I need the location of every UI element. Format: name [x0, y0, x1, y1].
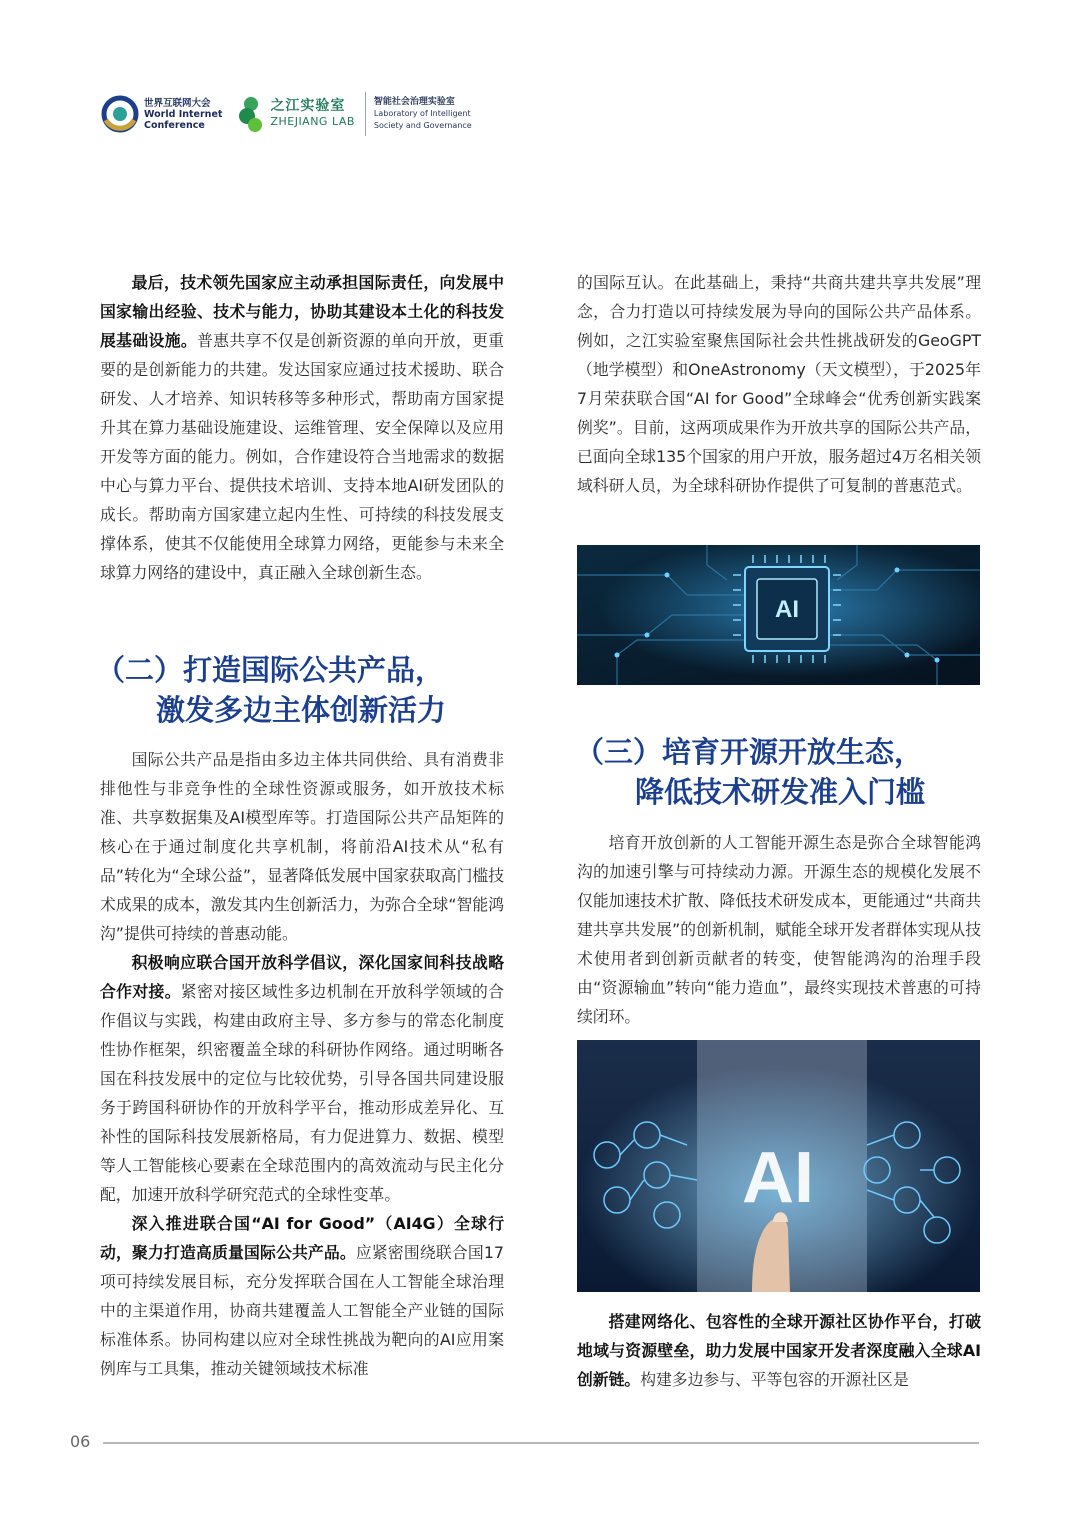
paragraph	[577, 1307, 981, 1394]
bold-lead: 最后，技术领先国家应主动承担国际责任，向发展中国家输出经验、技术与能力，协助其建设本土化的科技发展基础设施。	[100, 273, 504, 350]
paragraph-text: 应紧密围绕联合国17项可持续发展目标，充分发挥联合国在人工智能全球治理中的主渠道作用，协商共建覆盖人工智能全产业链的国际标准体系。协同构建以应对全球性挑战为靶向的AI应用案例库与工具集，推动关键领域技术标准	[100, 1243, 504, 1378]
ai-hand-illustration	[577, 1040, 980, 1292]
paragraph	[100, 1209, 504, 1383]
left-column-bottom	[100, 745, 504, 1383]
paragraph	[100, 948, 504, 1209]
paragraph: 培育开放创新的人工智能开源生态是弥合全球智能鸿沟的加速引擎与可持续动力源。开源生态的规模化发展不仅能加速技术扩散、降低技术研发成本，更能通过“共商共建共享共发展”的创新机制，赋能全球开发者群体实现从技术使用者到创新贡献者的转变，使智能鸿沟的治理手段由“资源输血”转向“能力造血”，最终实现技术普惠的可持续闭环。	[577, 833, 981, 1026]
wic-en1: World Internet	[144, 108, 223, 120]
right-column-bottom	[577, 1307, 981, 1394]
bold-lead: 搭建网络化、包容性的全球开源社区协作平台，打破地域与资源壁垒，助力发展中国家开发者深度融入全球AI创新链。	[577, 1312, 981, 1389]
ai-chip-illustration	[577, 545, 980, 685]
wic-cn: 世界互联网大会	[144, 97, 211, 109]
wic-logo	[100, 94, 222, 134]
wic-logo-icon	[100, 94, 140, 134]
ai-hand-label: AI	[742, 1138, 814, 1218]
bold-lead: 深入推进联合国“AI for Good”（AI4G）全球行动，聚力打造高质量国际公共产品。	[100, 1214, 504, 1262]
heading-line2: 激发多边主体创新活力	[156, 693, 447, 727]
left-column-top	[100, 268, 504, 587]
section-heading-3	[575, 732, 925, 812]
page-number: 06	[70, 1432, 91, 1451]
lab-logo-text	[374, 96, 472, 132]
ai-chip-image	[577, 545, 980, 685]
paragraph-text: 紧密对接区域性多边机制在开放科学领域的合作倡议与实践，构建由政府主导、多方参与的常态化制度性协作框架，织密覆盖全球的科研协作网络。通过明晰各国在科技发展中的定位与比较优势，引导各国共同建设服务于跨国科研协作的开放科学平台，推动形成差异化、互补性的国际科技发展新格局，有力促进算力、数据、模型等人工智能核心要素在全球范围内的高效流动与民主化分配，加速开放科学研究范式的全球性变革。	[100, 982, 504, 1204]
section-heading-2	[96, 650, 446, 730]
paragraph-text: 构建多边参与、平等包容的开源社区是	[640, 1370, 909, 1389]
lab-en1: Laboratory of Intelligent	[373, 109, 471, 118]
zhejiang-lab-icon	[236, 94, 266, 134]
lab-en2: Society and Governance	[373, 121, 472, 130]
zhejiang-lab-en: ZHEJIANG LAB	[270, 115, 355, 128]
chip-label: AI	[775, 596, 799, 623]
ai-hand-image	[577, 1040, 980, 1292]
paragraph	[100, 268, 504, 587]
bold-lead: 积极响应联合国开放科学倡议，深化国家间科技战略合作对接。	[100, 953, 504, 1001]
paragraph-text: 普惠共享不仅是创新资源的单向开放，更重要的是创新能力的共建。发达国家应通过技术援助、联合研发、人才培养、知识转移等多种形式，帮助南方国家提升其在算力基础设施建设、运维管理、安全保障以及应用开发等方面的能力。例如，合作建设符合当地需求的数据中心与算力平台、提供技术培训、支持本地AI研发团队的成长。帮助南方国家建立起内生性、可持续的科技发展支撑体系，使其不仅能使用全球算力网络，更能参与未来全球算力网络的建设中，真正融入全球创新生态。	[100, 331, 504, 582]
zhejiang-lab-logo	[236, 94, 354, 134]
wic-en2: Conference	[144, 119, 205, 131]
header-logos	[100, 88, 472, 140]
footer-rule	[103, 1442, 979, 1444]
lab-cn: 智能社会治理实验室	[373, 97, 455, 107]
zhejiang-lab-cn: 之江实验室	[270, 98, 346, 114]
logo-divider	[365, 92, 366, 136]
paragraph: 国际公共产品是指由多边主体共同供给、具有消费非排他性与非竞争性的全球性资源或服务，如开放技术标准、共享数据集及AI模型库等。打造国际公共产品矩阵的核心在于通过制度化共享机制，将前沿AI技术从“私有品”转化为“全球公益”，显著降低发展中国家获取高门槛技术成果的成本，激发其内生创新活力，为弥合全球“智能鸿沟”提供可持续的普惠动能。	[100, 750, 504, 943]
heading-line1: （三）培育开源开放生态，	[575, 735, 924, 769]
right-column-top	[577, 268, 981, 500]
paragraph: 的国际互认。在此基础上，秉持“共商共建共享共发展”理念，合力打造以可持续发展为导向的国际公共产品体系。例如，之江实验室聚焦国际社会共性挑战研发的GeoGPT（地学模型）和OneAstronomy（天文模型），于2025年7月荣获联合国“AI for Good”全球峰会“优秀创新实践案例奖”。目前，这两项成果作为开放共享的国际公共产品，已面向全球135个国家的用户开放，服务超过4万名相关领域科研人员，为全球科研协作提供了可复制的普惠范式。	[577, 273, 981, 495]
right-column-middle	[577, 828, 981, 1031]
heading-line2: 降低技术研发准入门槛	[635, 775, 926, 809]
heading-line1: （二）打造国际公共产品，	[96, 653, 445, 687]
